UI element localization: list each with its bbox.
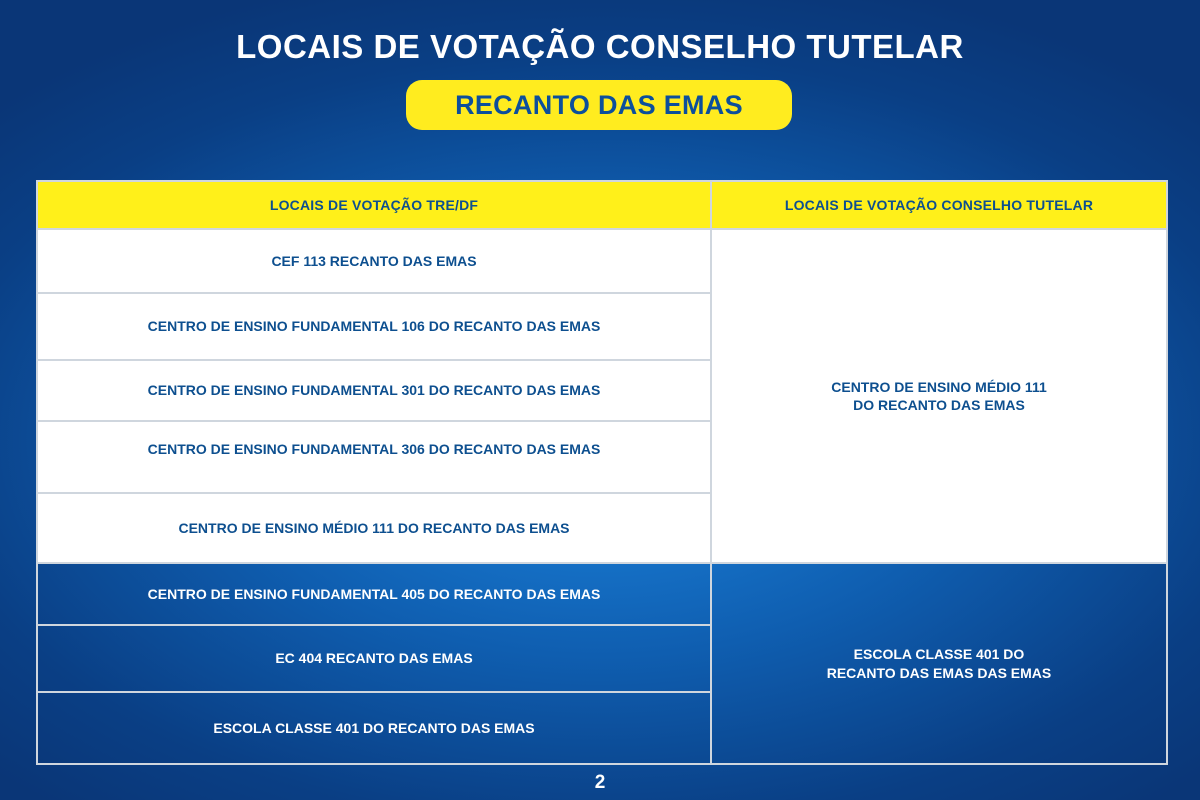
tre-location-cell: CENTRO DE ENSINO MÉDIO 111 DO RECANTO DAS EMAS	[37, 493, 711, 563]
tre-location-cell: CENTRO DE ENSINO FUNDAMENTAL 306 DO RECANTO DAS EMAS	[37, 421, 711, 493]
table-row	[37, 563, 1167, 625]
page-title: LOCAIS DE VOTAÇÃO CONSELHO TUTELAR	[236, 28, 964, 65]
column-header-conselho: LOCAIS DE VOTAÇÃO CONSELHO TUTELAR	[711, 181, 1167, 229]
tre-location-cell: CENTRO DE ENSINO FUNDAMENTAL 405 DO RECANTO DAS EMAS	[37, 563, 711, 625]
column-header-tre: LOCAIS DE VOTAÇÃO TRE/DF	[37, 181, 711, 229]
voting-locations-table	[36, 180, 1168, 765]
table-header-row	[37, 181, 1167, 229]
ct-location-line: CENTRO DE ENSINO MÉDIO 111	[831, 378, 1047, 395]
tre-location-cell: ESCOLA CLASSE 401 DO RECANTO DAS EMAS	[37, 692, 711, 764]
tre-location-cell: CENTRO DE ENSINO FUNDAMENTAL 301 DO RECANTO DAS EMAS	[37, 360, 711, 421]
tre-location-cell: CEF 113 RECANTO DAS EMAS	[37, 229, 711, 293]
tre-location-cell: CENTRO DE ENSINO FUNDAMENTAL 106 DO RECANTO DAS EMAS	[37, 293, 711, 360]
region-badge-label: RECANTO DAS EMAS	[455, 89, 743, 120]
region-badge	[406, 80, 792, 130]
tre-location-cell: EC 404 RECANTO DAS EMAS	[37, 625, 711, 692]
ct-location-line: ESCOLA CLASSE 401 DO	[853, 646, 1025, 663]
ct-location-line: RECANTO DAS EMAS DAS EMAS	[826, 664, 1052, 681]
page-number: 2	[594, 772, 606, 793]
ct-location-line: DO RECANTO DAS EMAS	[853, 397, 1025, 413]
ct-location-cell	[711, 563, 1167, 764]
ct-location-cell	[711, 229, 1167, 563]
table-row	[37, 229, 1167, 293]
